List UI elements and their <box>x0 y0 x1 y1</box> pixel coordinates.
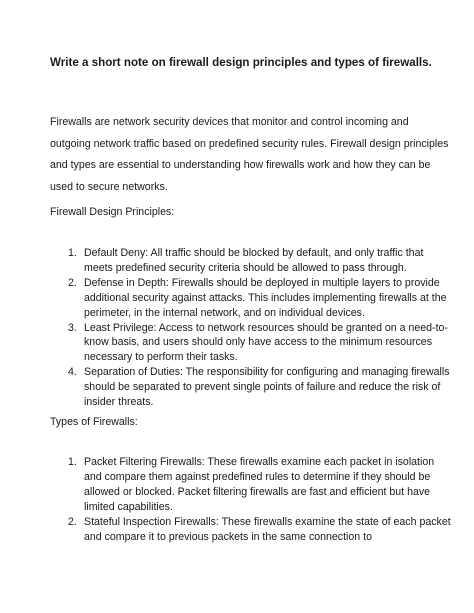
list-item <box>50 276 454 321</box>
list-item <box>50 455 454 515</box>
list-item-text: Packet Filtering Firewalls: These firewalls examine each packet in isolation and compare them against predefined rules to determine if they should be allowed or blocked. Packet filtering firewalls are fast and efficient but have limited capabilities. <box>84 456 435 513</box>
list-item-text: Default Deny: All traffic should be blocked by default, and only traffic that meets predefined security criteria should be allowed to pass through. <box>84 247 424 274</box>
list-item-number: 1. <box>68 456 77 468</box>
list-item-number: 2. <box>68 276 77 289</box>
list-item <box>50 515 454 545</box>
design-principles-list <box>50 246 454 410</box>
list-item-text: Defense in Depth: Firewalls should be deployed in multiple layers to provide additional security against attacks. This includes implementing firewalls at the perimeter, in the internal network, and on individual devices. <box>84 276 447 319</box>
list-item <box>50 365 454 410</box>
list-item-number: 4. <box>68 366 77 379</box>
list-item-text: Least Privilege: Access to network resources should be granted on a need-to-know basis, and users should only have access to the minimum resources necessary to perform their tasks. <box>84 321 448 364</box>
list-item-number: 1. <box>68 247 77 259</box>
list-item-text: Separation of Duties: The responsibility for configuring and managing firewalls should be separated to prevent single points of failure and reduce the risk of insider threats. <box>84 366 450 409</box>
list-item <box>50 246 454 276</box>
types-title: Types of Firewalls: <box>50 416 138 428</box>
document-heading: Write a short note on firewall design principles and types of firewalls. <box>50 56 432 69</box>
design-principles-title: Firewall Design Principles: <box>50 206 175 218</box>
list-item-text: Stateful Inspection Firewalls: These firewalls examine the state of each packet and compare it to previous packets in the same connection to <box>84 515 451 543</box>
intro-paragraph: Firewalls are network security devices that monitor and control incoming and outgoing network traffic based on predefined security rules. Firewall design principles and types are essential to understanding how firewalls work and how they can be used to secure networks. <box>50 116 449 193</box>
list-item-number: 3. <box>68 321 77 334</box>
types-list <box>50 455 454 544</box>
list-item <box>50 321 454 366</box>
list-item-number: 2. <box>68 515 77 528</box>
